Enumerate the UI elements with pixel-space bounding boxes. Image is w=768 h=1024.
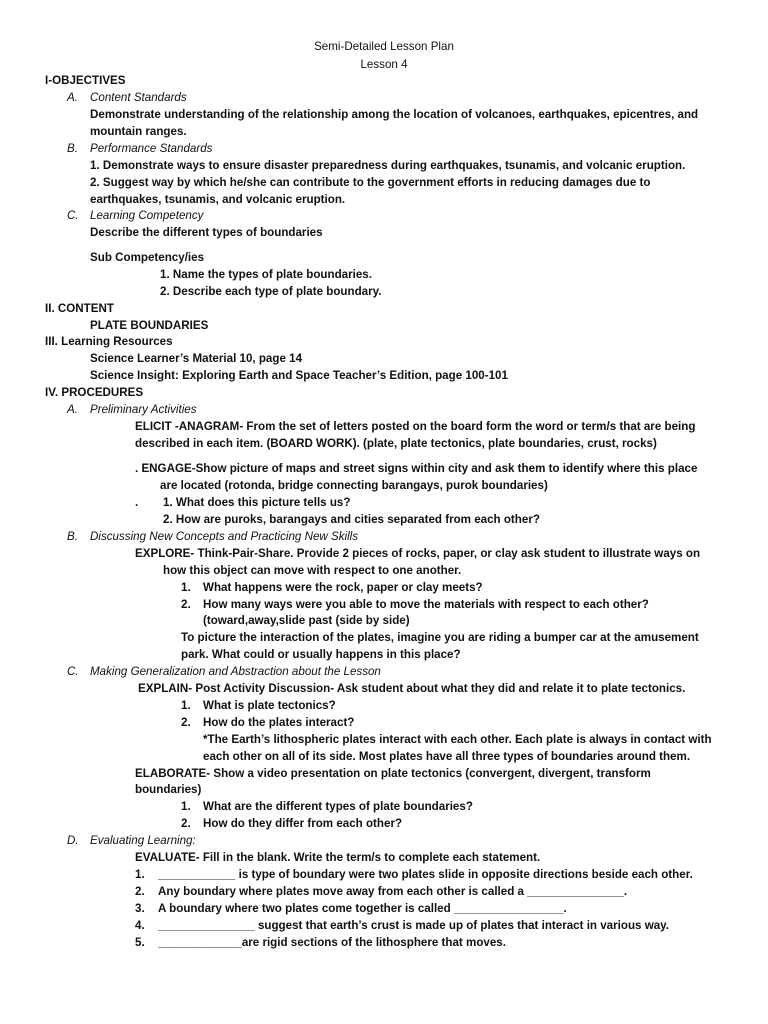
elaborate-text-1: - Show a video presentation on plate tectonics (convergent, divergent, transform (206, 767, 651, 780)
document-title: Semi-Detailed Lesson Plan (314, 40, 454, 53)
generalization-label: C. (67, 665, 79, 678)
performance-standards-label: B. (67, 142, 78, 155)
procedures-heading: IV. PROCEDURES (45, 386, 144, 399)
evaluate-item-1: ____________ is type of boundary were two plates slide in opposite directions beside each other. (158, 868, 693, 881)
evaluate-item-3: A boundary where two plates come together is called _________________. (158, 902, 567, 915)
elaborate-question-2: How do they differ from each other? (203, 817, 403, 830)
explore-line-1 (135, 545, 700, 562)
resource-2: Science Insight: Exploring Earth and Space Teacher’s Edition, page 100-101 (90, 369, 508, 382)
explain-question-2: How do the plates interact? (203, 716, 355, 729)
explain-text-1: - Post Activity Discussion- Ask student about what they did and relate it to plate tectonics. (188, 682, 686, 695)
explore-text-2: how this object can move with respect to one another. (163, 564, 462, 577)
evaluate-item-4-number: 4. (135, 919, 145, 932)
performance-standards-text-3: earthquakes, tsunamis, and volcanic eruption. (90, 193, 346, 206)
engage-label: . ENGAGE- (135, 462, 196, 475)
evaluate-item-3-number: 3. (135, 902, 145, 915)
explain-q1-number: 1. (181, 699, 191, 712)
explore-paragraph-2: park. What could or usually happens in this place? (181, 648, 461, 661)
evaluate-item-5-number: 5. (135, 936, 145, 949)
explore-paragraph-1: To picture the interaction of the plates, imagine you are riding a bumper car at the amusement (181, 631, 699, 644)
content-standards-label: A. (67, 91, 78, 104)
engage-question-2: 2. How are puroks, barangays and cities separated from each other? (163, 513, 540, 526)
elaborate-line-1 (135, 765, 651, 782)
content-standards-title: Content Standards (90, 91, 187, 104)
elaborate-question-1: What are the different types of plate boundaries? (203, 800, 473, 813)
sub-competency-2: 2. Describe each type of plate boundary. (160, 285, 382, 298)
elaborate-q1-number: 1. (181, 800, 191, 813)
sub-competency-title: Sub Competency/ies (90, 251, 205, 264)
explore-q2-number: 2. (181, 598, 191, 611)
performance-standards-title: Performance Standards (90, 142, 213, 155)
learning-competency-label: C. (67, 209, 79, 222)
explore-question-1: What happens were the rock, paper or clay meets? (203, 581, 483, 594)
elaborate-label: ELABORATE (135, 767, 207, 780)
content-standards-text-2: mountain ranges. (90, 125, 187, 138)
sub-competency-1: 1. Name the types of plate boundaries. (160, 268, 372, 281)
engage-text-1: Show picture of maps and street signs within city and ask them to identify where this place (195, 462, 698, 475)
preliminary-activities-title: Preliminary Activities (90, 403, 197, 416)
explain-question-1: What is plate tectonics? (203, 699, 336, 712)
evaluate-item-1-number: 1. (135, 868, 145, 881)
elaborate-text-2: boundaries) (135, 783, 202, 796)
new-concepts-title: Discussing New Concepts and Practicing New Skills (90, 530, 359, 543)
engage-dot: . (135, 496, 139, 509)
explore-question-2: How many ways were you able to move the materials with respect to each other? (203, 598, 649, 611)
performance-standards-text-2: 2. Suggest way by which he/she can contribute to the government efforts in reducing damages due to (90, 176, 651, 189)
engage-line-1 (135, 460, 697, 477)
explain-q2-number: 2. (181, 716, 191, 729)
resource-1: Science Learner’s Material 10, page 14 (90, 352, 303, 365)
generalization-title: Making Generalization and Abstraction about the Lesson (90, 665, 381, 678)
new-concepts-label: B. (67, 530, 78, 543)
elicit-text-2: described in each item. (BOARD WORK). (plate, plate tectonics, plate boundaries, crust, rocks) (135, 437, 657, 450)
elicit-text-1: ELICIT -ANAGRAM- From the set of letters posted on the board form the word or term/s that are being (135, 420, 696, 433)
objectives-heading: I-OBJECTIVES (45, 74, 126, 87)
evaluate-instructions: EVALUATE- Fill in the blank. Write the term/s to complete each statement. (135, 851, 541, 864)
evaluate-item-4: _______________ suggest that earth’s crust is made up of plates that interact in various way. (158, 919, 669, 932)
content-topic: PLATE BOUNDARIES (90, 319, 209, 332)
explain-note-1: *The Earth’s lithospheric plates interact with each other. Each plate is always in contact with (203, 733, 712, 746)
explore-question-2b: (toward,away,slide past (side by side) (203, 614, 410, 627)
content-heading: II. CONTENT (45, 302, 114, 315)
elaborate-q2-number: 2. (181, 817, 191, 830)
evaluate-item-5: _____________are rigid sections of the lithosphere that moves. (158, 936, 506, 949)
lesson-number: Lesson 4 (360, 58, 408, 71)
explain-line-1 (138, 680, 685, 697)
engage-question-1: 1. What does this picture tells us? (163, 496, 351, 509)
preliminary-activities-label: A. (67, 403, 78, 416)
engage-text-2: are located (rotonda, bridge connecting barangays, purok boundaries) (160, 479, 548, 492)
explore-q1-number: 1. (181, 581, 191, 594)
explain-label: EXPLAIN (138, 682, 189, 695)
evaluate-item-2-number: 2. (135, 885, 145, 898)
learning-competency-title: Learning Competency (90, 209, 204, 222)
content-standards-text-1: Demonstrate understanding of the relationship among the location of volcanoes, earthquakes, epicentres, and (90, 108, 699, 121)
evaluating-title: Evaluating Learning: (90, 834, 196, 847)
explore-text-1: - Think-Pair-Share. Provide 2 pieces of rocks, paper, or clay ask student to illustrate ways on (190, 547, 701, 560)
learning-competency-text: Describe the different types of boundaries (90, 226, 323, 239)
performance-standards-text-1: 1. Demonstrate ways to ensure disaster preparedness during earthquakes, tsunamis, and volcanic eruption. (90, 159, 686, 172)
resources-heading: III. Learning Resources (45, 335, 173, 348)
evaluate-item-2: Any boundary where plates move away from each other is called a _______________. (158, 885, 628, 898)
evaluating-label: D. (67, 834, 79, 847)
explain-note-2: each other on all of its side. Most plates have all three types of boundaries around them. (203, 750, 691, 763)
explore-label: EXPLORE (135, 547, 191, 560)
